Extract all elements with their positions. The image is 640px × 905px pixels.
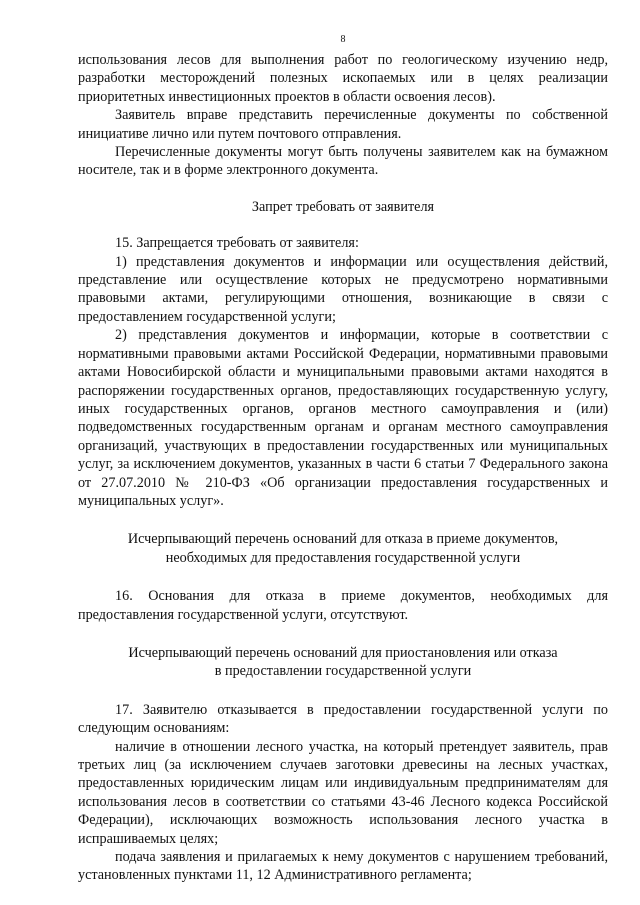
paragraph-block-1 — [78, 51, 608, 180]
paragraph: 17. Заявителю отказывается в предоставлении государственной услуги по следующим основаниям: — [78, 701, 608, 737]
paragraph: подача заявления и прилагаемых к нему документов с нарушением требований, установленных пунктами 11, 12 Административного регламента; — [78, 849, 608, 884]
paragraph: 16. Основания для отказа в приеме документов, необходимых для предоставления государственной услуги, отсутствуют. — [78, 588, 608, 623]
page-number: 8 — [340, 34, 346, 45]
section-heading-line: Исчерпывающий перечень оснований для приостановления или отказа — [128, 644, 558, 661]
paragraph-block-4 — [78, 701, 608, 885]
section-heading: Запрет требовать от заявителя — [251, 198, 435, 215]
section-heading — [78, 530, 608, 567]
paragraph-block-3 — [78, 587, 608, 624]
paragraph: 2) представления документов и информации, которые в соответствии с нормативными правовыми актами Российской Федерации, нормативными правовыми актами Новосибирской области и муниципальными правовыми актами находятся в распоряжении государственных органов, предоставляющих государственную услугу, иных государственных органов, органов местного самоуправления и (или) подведомственных государственным органам и органам местного самоуправления организаций, участвующих в предоставлении государственных или муниципальных услуг, за исключением документов, указанных в части 6 статьи 7 Федерального закона от 27.07.2010 № 210-ФЗ «Об организации предоставления государственных и муниципальных услуг». — [78, 327, 608, 509]
section-heading — [78, 644, 608, 681]
document-page — [78, 34, 608, 885]
paragraph: использования лесов для выполнения работ по геологическому изучению недр, разработки месторождений полезных ископаемых или в целях реализации приоритетных инвестиционных проектов в области освоения лесов). — [78, 52, 608, 105]
paragraph: Заявитель вправе представить перечисленные документы по собственной инициативе лично или путем почтового отправления. — [78, 107, 608, 142]
section-heading-line: Исчерпывающий перечень оснований для отказа в приеме документов, — [127, 531, 559, 548]
section-heading-line: в предоставлении государственной услуги — [214, 663, 472, 680]
section-heading-line: необходимых для предоставления государственной услуги — [165, 549, 521, 566]
paragraph: наличие в отношении лесного участка, на который претендует заявитель, прав третьих лиц (за исключением случаев заготовки древесины на лесных участках, предоставленных юридическим лицам или индивидуальным предпринимателям для использования лесов в соответствии со статьями 43-46 Лесного кодекса Российской Федерации), исключающих возможность использования лесного участка в испрашиваемых целях; — [78, 738, 608, 847]
paragraph-block-2 — [78, 234, 608, 510]
paragraph: 15. Запрещается требовать от заявителя: — [115, 235, 359, 252]
paragraph: 1) представления документов и информации или осуществления действий, представление или осуществление которых не предусмотрено нормативными правовыми актами, регулирующими отношения, возникающие в связи с предоставлением государственной услуги; — [78, 253, 608, 325]
paragraph: Перечисленные документы могут быть получены заявителем как на бумажном носителе, так и в форме электронного документа. — [78, 144, 608, 179]
